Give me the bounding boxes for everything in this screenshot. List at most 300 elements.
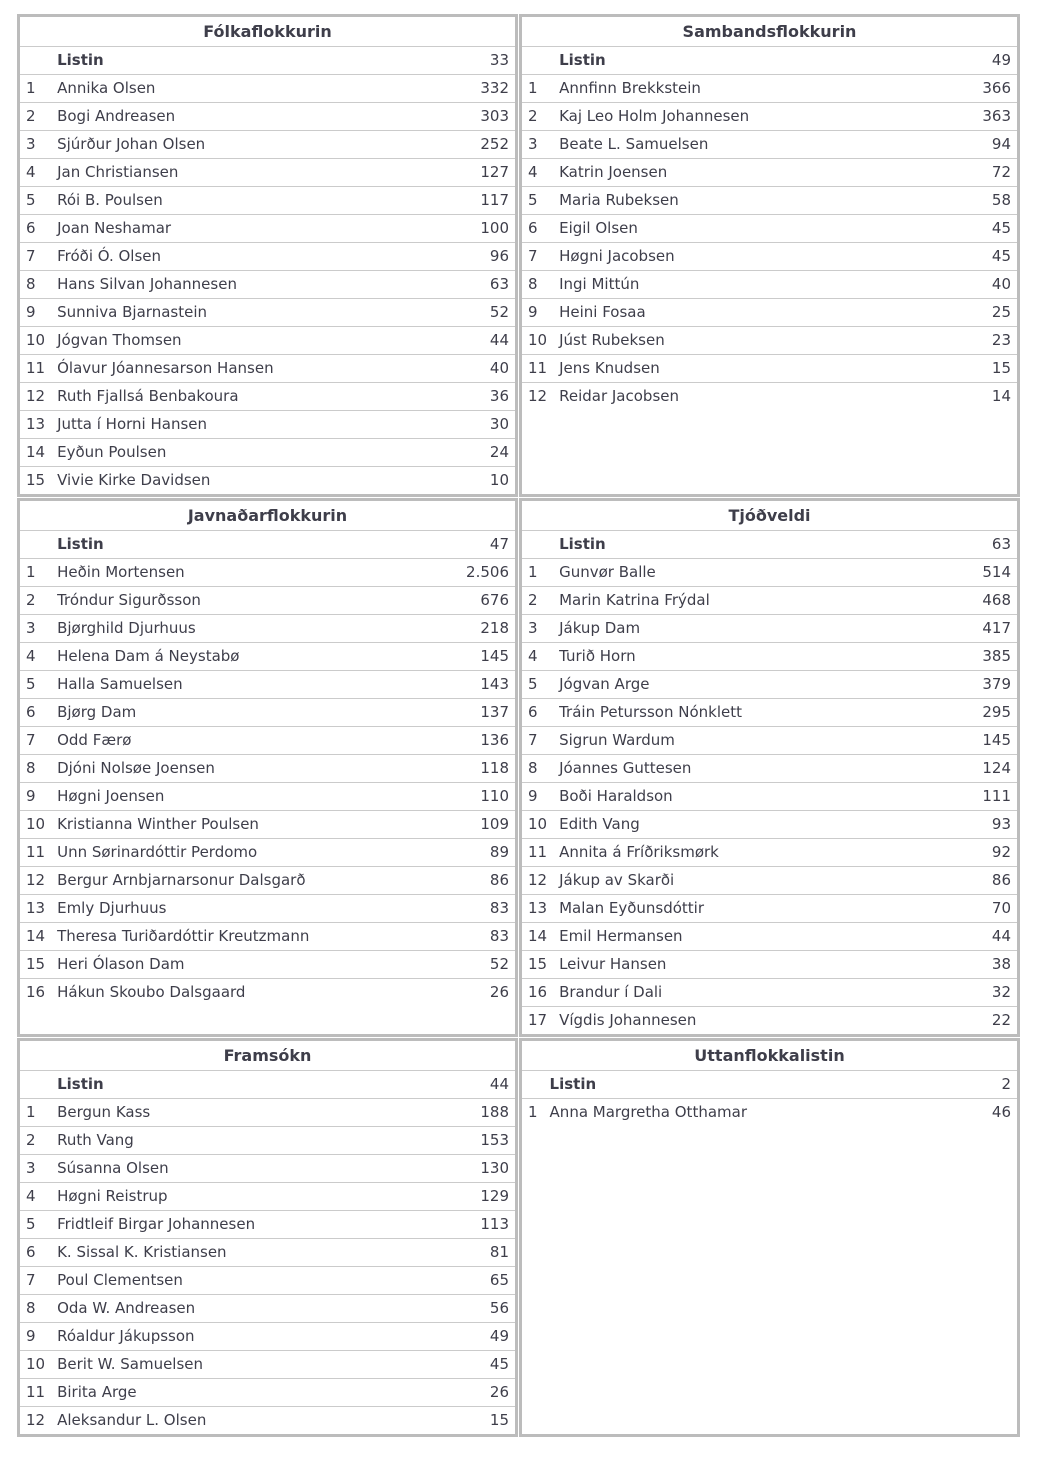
candidate-name: Sunniva Bjarnastein: [51, 299, 474, 327]
candidate-rank: 14: [20, 923, 51, 951]
party-title-row: [522, 17, 1017, 47]
party-panel: [519, 14, 1020, 497]
candidate-row: [20, 615, 515, 643]
candidate-name: Eyðun Poulsen: [51, 439, 474, 467]
party-panel: [519, 1038, 1020, 1437]
candidate-rank: 3: [20, 1155, 51, 1183]
candidate-votes: 63: [474, 271, 515, 299]
party-title: Uttanflokkalistin: [522, 1041, 1017, 1071]
party-table: [20, 17, 515, 494]
listin-label: Listin: [51, 1071, 474, 1099]
candidate-row: [20, 895, 515, 923]
party-panel: [17, 1038, 518, 1437]
candidate-rank: 6: [20, 699, 51, 727]
candidate-row: [522, 559, 1017, 587]
candidate-name: Ólavur Jóannesarson Hansen: [51, 355, 474, 383]
candidate-name: Katrin Joensen: [553, 159, 976, 187]
listin-label: Listin: [544, 1071, 986, 1099]
candidate-votes: 30: [474, 411, 515, 439]
candidate-name: Hákun Skoubo Dalsgaard: [57, 983, 246, 1001]
candidate-name: Sigrun Wardum: [553, 727, 976, 755]
candidate-row: [20, 727, 515, 755]
candidate-votes: 100: [474, 215, 515, 243]
candidate-name: Beate L. Samuelsen: [553, 131, 976, 159]
listin-row: [20, 47, 515, 75]
candidate-row: [522, 299, 1017, 327]
candidate-name: Fróði Ó. Olsen: [51, 243, 474, 271]
candidate-row: [20, 699, 515, 727]
candidate-votes: 22: [991, 1011, 1011, 1029]
candidate-row: [20, 383, 515, 411]
candidate-name: Súsanna Olsen: [51, 1155, 474, 1183]
party-title-row: [20, 501, 515, 531]
candidate-row: [20, 1323, 515, 1351]
candidate-name: Brandur í Dali: [553, 979, 976, 1007]
candidate-rank: 10: [20, 327, 51, 355]
candidate-votes: 58: [976, 187, 1017, 215]
candidate-row: [522, 383, 1017, 411]
candidate-rank: 8: [20, 1295, 51, 1323]
candidate-votes: 46: [991, 1103, 1011, 1121]
candidate-name: Emil Hermansen: [553, 923, 976, 951]
candidate-votes: 32: [976, 979, 1017, 1007]
candidate-rank: 9: [20, 1323, 51, 1351]
candidate-row: [20, 215, 515, 243]
candidate-row: [20, 1295, 515, 1323]
candidate-votes: 81: [474, 1239, 515, 1267]
listin-votes: 2: [986, 1071, 1017, 1099]
candidate-votes: 145: [976, 727, 1017, 755]
candidate-rank: 5: [20, 671, 51, 699]
candidate-row: [20, 411, 515, 439]
candidate-name: Annfinn Brekkstein: [553, 75, 976, 103]
candidate-name: Jan Christiansen: [51, 159, 474, 187]
candidate-rank: 13: [522, 895, 553, 923]
candidate-votes: 252: [474, 131, 515, 159]
candidate-row: [20, 1211, 515, 1239]
candidate-rank: 7: [522, 243, 553, 271]
candidate-name: Jákup av Skarði: [553, 867, 976, 895]
candidate-rank: 10: [522, 327, 553, 355]
candidate-row: [20, 1351, 515, 1379]
candidate-votes: 14: [991, 387, 1011, 405]
candidate-row: [522, 755, 1017, 783]
candidate-name: Bergur Arnbjarnarsonur Dalsgarð: [51, 867, 460, 895]
candidate-rank: 15: [522, 951, 553, 979]
candidate-votes: 113: [474, 1211, 515, 1239]
party-title-row: [522, 501, 1017, 531]
candidate-name: Turið Horn: [553, 643, 976, 671]
candidate-votes: 65: [474, 1267, 515, 1295]
listin-votes: 63: [976, 531, 1017, 559]
candidate-row: [20, 1267, 515, 1295]
candidate-votes: 83: [460, 923, 515, 951]
candidate-votes: 52: [460, 951, 515, 979]
candidate-row: [522, 587, 1017, 615]
candidate-votes: 45: [976, 215, 1017, 243]
listin-votes: 44: [474, 1071, 515, 1099]
candidate-name: Anna Margretha Otthamar: [549, 1103, 747, 1121]
candidate-votes: 143: [460, 671, 515, 699]
candidate-row: [20, 811, 515, 839]
candidate-name: Hans Silvan Johannesen: [51, 271, 474, 299]
candidate-votes: 40: [976, 271, 1017, 299]
candidate-row: [20, 1407, 515, 1435]
candidate-row: [522, 783, 1017, 811]
candidate-name: Ruth Fjallsá Benbakoura: [51, 383, 474, 411]
candidate-rank: 4: [522, 643, 553, 671]
candidate-rank: 12: [528, 387, 548, 405]
candidate-votes: 218: [460, 615, 515, 643]
candidate-rank: 1: [20, 559, 51, 587]
candidate-votes: 70: [976, 895, 1017, 923]
candidate-name: Kaj Leo Holm Johannesen: [553, 103, 976, 131]
candidate-row: [522, 103, 1017, 131]
candidate-name: Marin Katrina Frýdal: [553, 587, 976, 615]
candidate-row: [20, 1127, 515, 1155]
party-title-row: [522, 1041, 1017, 1071]
candidate-rank: 3: [20, 131, 51, 159]
candidate-rank: 1: [522, 75, 553, 103]
candidate-name: Bjørg Dam: [51, 699, 460, 727]
candidate-name: Høgni Jacobsen: [553, 243, 976, 271]
candidate-rank: 9: [20, 783, 51, 811]
listin-rank-spacer: [20, 531, 51, 559]
candidate-votes: 385: [976, 643, 1017, 671]
candidate-row: [522, 895, 1017, 923]
candidate-votes: 56: [474, 1295, 515, 1323]
candidate-votes: 26: [489, 983, 509, 1001]
candidate-name: Edith Vang: [553, 811, 976, 839]
candidate-rank: 6: [522, 215, 553, 243]
candidate-name: Annika Olsen: [51, 75, 474, 103]
candidate-rank: 5: [20, 187, 51, 215]
candidate-votes: 303: [474, 103, 515, 131]
candidate-name: Jutta í Horni Hansen: [51, 411, 474, 439]
candidate-rank: 10: [522, 811, 553, 839]
listin-row: [522, 47, 1017, 75]
candidate-row: [20, 355, 515, 383]
candidate-row: [20, 643, 515, 671]
candidate-name: Bogi Andreasen: [51, 103, 474, 131]
candidate-row: [522, 979, 1017, 1007]
candidate-rank: 11: [20, 355, 51, 383]
candidate-row: [20, 559, 515, 587]
candidate-votes: 15: [976, 355, 1017, 383]
candidate-rank: 2: [522, 103, 553, 131]
listin-label: Listin: [553, 47, 976, 75]
candidate-row: [20, 1099, 515, 1127]
listin-row: [20, 1071, 515, 1099]
candidate-votes: 124: [976, 755, 1017, 783]
candidate-name: Berit W. Samuelsen: [51, 1351, 474, 1379]
candidate-row: [522, 615, 1017, 643]
candidate-rank: 11: [522, 839, 553, 867]
candidate-row: [20, 159, 515, 187]
candidate-rank: 10: [20, 811, 51, 839]
candidate-name: Fridtleif Birgar Johannesen: [51, 1211, 474, 1239]
candidate-rank: 4: [20, 159, 51, 187]
candidate-row: [20, 75, 515, 103]
candidate-row: [522, 1007, 1017, 1035]
candidate-votes: 363: [976, 103, 1017, 131]
candidate-rank: 7: [522, 727, 553, 755]
candidate-name: Joan Neshamar: [51, 215, 474, 243]
candidate-row: [522, 187, 1017, 215]
candidate-row: [20, 951, 515, 979]
candidate-row: [522, 159, 1017, 187]
candidate-votes: 379: [976, 671, 1017, 699]
candidate-rank: 14: [20, 439, 51, 467]
candidate-votes: 93: [976, 811, 1017, 839]
candidate-rank: 16: [522, 979, 553, 1007]
candidate-votes: 45: [976, 243, 1017, 271]
candidate-rank: 8: [522, 271, 553, 299]
candidate-rank: 1: [522, 559, 553, 587]
candidate-rank: 5: [522, 187, 553, 215]
candidate-name: Heri Ólason Dam: [51, 951, 460, 979]
candidate-votes: 110: [460, 783, 515, 811]
listin-rank-spacer: [20, 47, 51, 75]
candidate-rank: 12: [522, 867, 553, 895]
candidate-rank: 13: [20, 895, 51, 923]
party-table: [522, 1041, 1017, 1126]
candidate-votes: 111: [976, 783, 1017, 811]
candidate-name: Ruth Vang: [51, 1127, 474, 1155]
candidate-name: Heðin Mortensen: [51, 559, 460, 587]
candidate-name: Bjørghild Djurhuus: [51, 615, 460, 643]
candidate-row: [522, 327, 1017, 355]
candidate-votes: 72: [976, 159, 1017, 187]
listin-label: Listin: [51, 531, 460, 559]
candidate-votes: 25: [976, 299, 1017, 327]
party-title: Tjóðveldi: [522, 501, 1017, 531]
listin-votes: 33: [474, 47, 515, 75]
candidate-rank: 11: [522, 355, 553, 383]
candidate-row: [20, 671, 515, 699]
listin-row: [20, 531, 515, 559]
candidate-row: [522, 131, 1017, 159]
candidate-votes: 96: [474, 243, 515, 271]
candidate-rank: 6: [20, 1239, 51, 1267]
candidate-rank: 2: [20, 103, 51, 131]
candidate-votes: 38: [976, 951, 1017, 979]
candidate-row: [20, 243, 515, 271]
listin-row: [522, 1071, 1017, 1099]
candidate-row: [20, 327, 515, 355]
party-table: [522, 501, 1017, 1034]
candidate-name: Leivur Hansen: [553, 951, 976, 979]
candidate-rank: 10: [20, 1351, 51, 1379]
candidate-votes: 417: [976, 615, 1017, 643]
party-title: Sambandsflokkurin: [522, 17, 1017, 47]
candidate-name: Aleksandur L. Olsen: [57, 1411, 207, 1429]
listin-votes: 47: [460, 531, 515, 559]
candidate-row: [522, 699, 1017, 727]
candidate-rank: 16: [26, 983, 46, 1001]
candidate-row: [20, 755, 515, 783]
candidate-rank: 2: [20, 587, 51, 615]
candidate-rank: 3: [20, 615, 51, 643]
candidate-row: [522, 355, 1017, 383]
candidate-name: Sjúrður Johan Olsen: [51, 131, 474, 159]
listin-votes: 49: [976, 47, 1017, 75]
candidate-votes: 127: [474, 159, 515, 187]
candidate-votes: 94: [976, 131, 1017, 159]
candidate-row: [522, 671, 1017, 699]
candidate-rank: 14: [522, 923, 553, 951]
party-title-row: [20, 1041, 515, 1071]
candidate-rank: 7: [20, 1267, 51, 1295]
party-table: [20, 1041, 515, 1434]
candidate-name: Tróndur Sigurðsson: [51, 587, 460, 615]
candidate-name: Boði Haraldson: [553, 783, 976, 811]
candidate-votes: 15: [489, 1411, 509, 1429]
candidate-rank: 13: [20, 411, 51, 439]
candidate-row: [20, 1239, 515, 1267]
candidate-row: [20, 1379, 515, 1407]
candidate-votes: 2.506: [460, 559, 515, 587]
candidate-row: [20, 867, 515, 895]
candidate-votes: 26: [474, 1379, 515, 1407]
candidate-name: Maria Rubeksen: [553, 187, 976, 215]
listin-rank-spacer: [522, 47, 553, 75]
party-panel: [519, 498, 1020, 1037]
candidate-name: Rói B. Poulsen: [51, 187, 474, 215]
party-title-row: [20, 17, 515, 47]
candidate-row: [20, 131, 515, 159]
candidate-name: Jógvan Thomsen: [51, 327, 474, 355]
candidate-votes: 44: [976, 923, 1017, 951]
candidate-name: Heini Fosaa: [553, 299, 976, 327]
candidate-votes: 676: [460, 587, 515, 615]
candidate-name: Høgni Joensen: [51, 783, 460, 811]
candidate-rank: 6: [20, 215, 51, 243]
candidate-rank: 9: [20, 299, 51, 327]
candidate-row: [20, 923, 515, 951]
candidate-rank: 3: [522, 131, 553, 159]
candidate-votes: 332: [474, 75, 515, 103]
candidate-votes: 83: [460, 895, 515, 923]
candidate-row: [20, 1155, 515, 1183]
candidate-name: Malan Eyðunsdóttir: [553, 895, 976, 923]
candidate-row: [20, 439, 515, 467]
candidate-name: Halla Samuelsen: [51, 671, 460, 699]
candidate-row: [522, 643, 1017, 671]
party-panel: [17, 498, 518, 1037]
candidate-row: [20, 187, 515, 215]
candidate-row: [20, 839, 515, 867]
candidate-rank: 4: [20, 643, 51, 671]
candidate-name: Birita Arge: [51, 1379, 474, 1407]
candidate-name: Kristianna Winther Poulsen: [51, 811, 460, 839]
candidate-rank: 8: [20, 271, 51, 299]
candidate-votes: 10: [489, 471, 509, 489]
candidate-votes: 89: [460, 839, 515, 867]
candidate-votes: 129: [474, 1183, 515, 1211]
candidate-name: Tráin Petursson Nónklett: [553, 699, 976, 727]
candidate-name: Emly Djurhuus: [51, 895, 460, 923]
candidate-name: Unn Sørinardóttir Perdomo: [51, 839, 460, 867]
candidate-row: [522, 951, 1017, 979]
candidate-rank: 7: [20, 727, 51, 755]
candidate-row: [20, 467, 515, 495]
candidate-name: Djóni Nolsøe Joensen: [51, 755, 460, 783]
candidate-votes: 117: [474, 187, 515, 215]
party-title: Fólkaflokkurin: [20, 17, 515, 47]
candidate-votes: 514: [976, 559, 1017, 587]
candidate-row: [20, 1183, 515, 1211]
candidate-votes: 40: [474, 355, 515, 383]
candidate-row: [20, 271, 515, 299]
results-grid: [17, 14, 1020, 1437]
candidate-rank: 7: [20, 243, 51, 271]
candidate-votes: 36: [474, 383, 515, 411]
candidate-votes: 153: [474, 1127, 515, 1155]
party-table: [20, 501, 515, 1006]
candidate-name: K. Sissal K. Kristiansen: [51, 1239, 474, 1267]
candidate-rank: 6: [522, 699, 553, 727]
candidate-name: Ingi Mittún: [553, 271, 976, 299]
candidate-rank: 12: [20, 867, 51, 895]
candidate-name: Júst Rubeksen: [553, 327, 976, 355]
candidate-rank: 8: [20, 755, 51, 783]
candidate-row: [20, 103, 515, 131]
candidate-rank: 17: [528, 1011, 548, 1029]
candidate-rank: 15: [26, 471, 46, 489]
candidate-name: Annita á Fríðriksmørk: [553, 839, 976, 867]
candidate-votes: 52: [474, 299, 515, 327]
party-title: Framsókn: [20, 1041, 515, 1071]
party-panel: [17, 14, 518, 497]
candidate-name: Theresa Turiðardóttir Kreutzmann: [51, 923, 460, 951]
candidate-row: [20, 783, 515, 811]
candidate-rank: 3: [522, 615, 553, 643]
candidate-row: [522, 811, 1017, 839]
candidate-votes: 45: [474, 1351, 515, 1379]
candidate-row: [20, 979, 515, 1007]
candidate-name: Gunvør Balle: [553, 559, 976, 587]
candidate-votes: 145: [460, 643, 515, 671]
candidate-name: Jákup Dam: [553, 615, 976, 643]
candidate-rank: 11: [20, 839, 51, 867]
candidate-votes: 44: [474, 327, 515, 355]
candidate-name: Eigil Olsen: [553, 215, 976, 243]
candidate-row: [522, 243, 1017, 271]
candidate-votes: 49: [474, 1323, 515, 1351]
candidate-votes: 23: [976, 327, 1017, 355]
candidate-row: [522, 75, 1017, 103]
candidate-rank: 9: [522, 783, 553, 811]
candidate-votes: 136: [460, 727, 515, 755]
candidate-name: Helena Dam á Neystabø: [51, 643, 460, 671]
candidate-name: Róaldur Jákupsson: [51, 1323, 474, 1351]
party-table: [522, 17, 1017, 410]
candidate-rank: 1: [20, 75, 51, 103]
listin-rank-spacer: [522, 1071, 544, 1099]
candidate-votes: 295: [976, 699, 1017, 727]
candidate-row: [20, 299, 515, 327]
candidate-rank: 12: [26, 1411, 46, 1429]
candidate-row: [522, 727, 1017, 755]
candidate-rank: 2: [20, 1127, 51, 1155]
candidate-votes: 366: [976, 75, 1017, 103]
candidate-rank: 8: [522, 755, 553, 783]
candidate-votes: 468: [976, 587, 1017, 615]
candidate-rank: 4: [20, 1183, 51, 1211]
listin-rank-spacer: [20, 1071, 51, 1099]
candidate-rank: 1: [20, 1099, 51, 1127]
